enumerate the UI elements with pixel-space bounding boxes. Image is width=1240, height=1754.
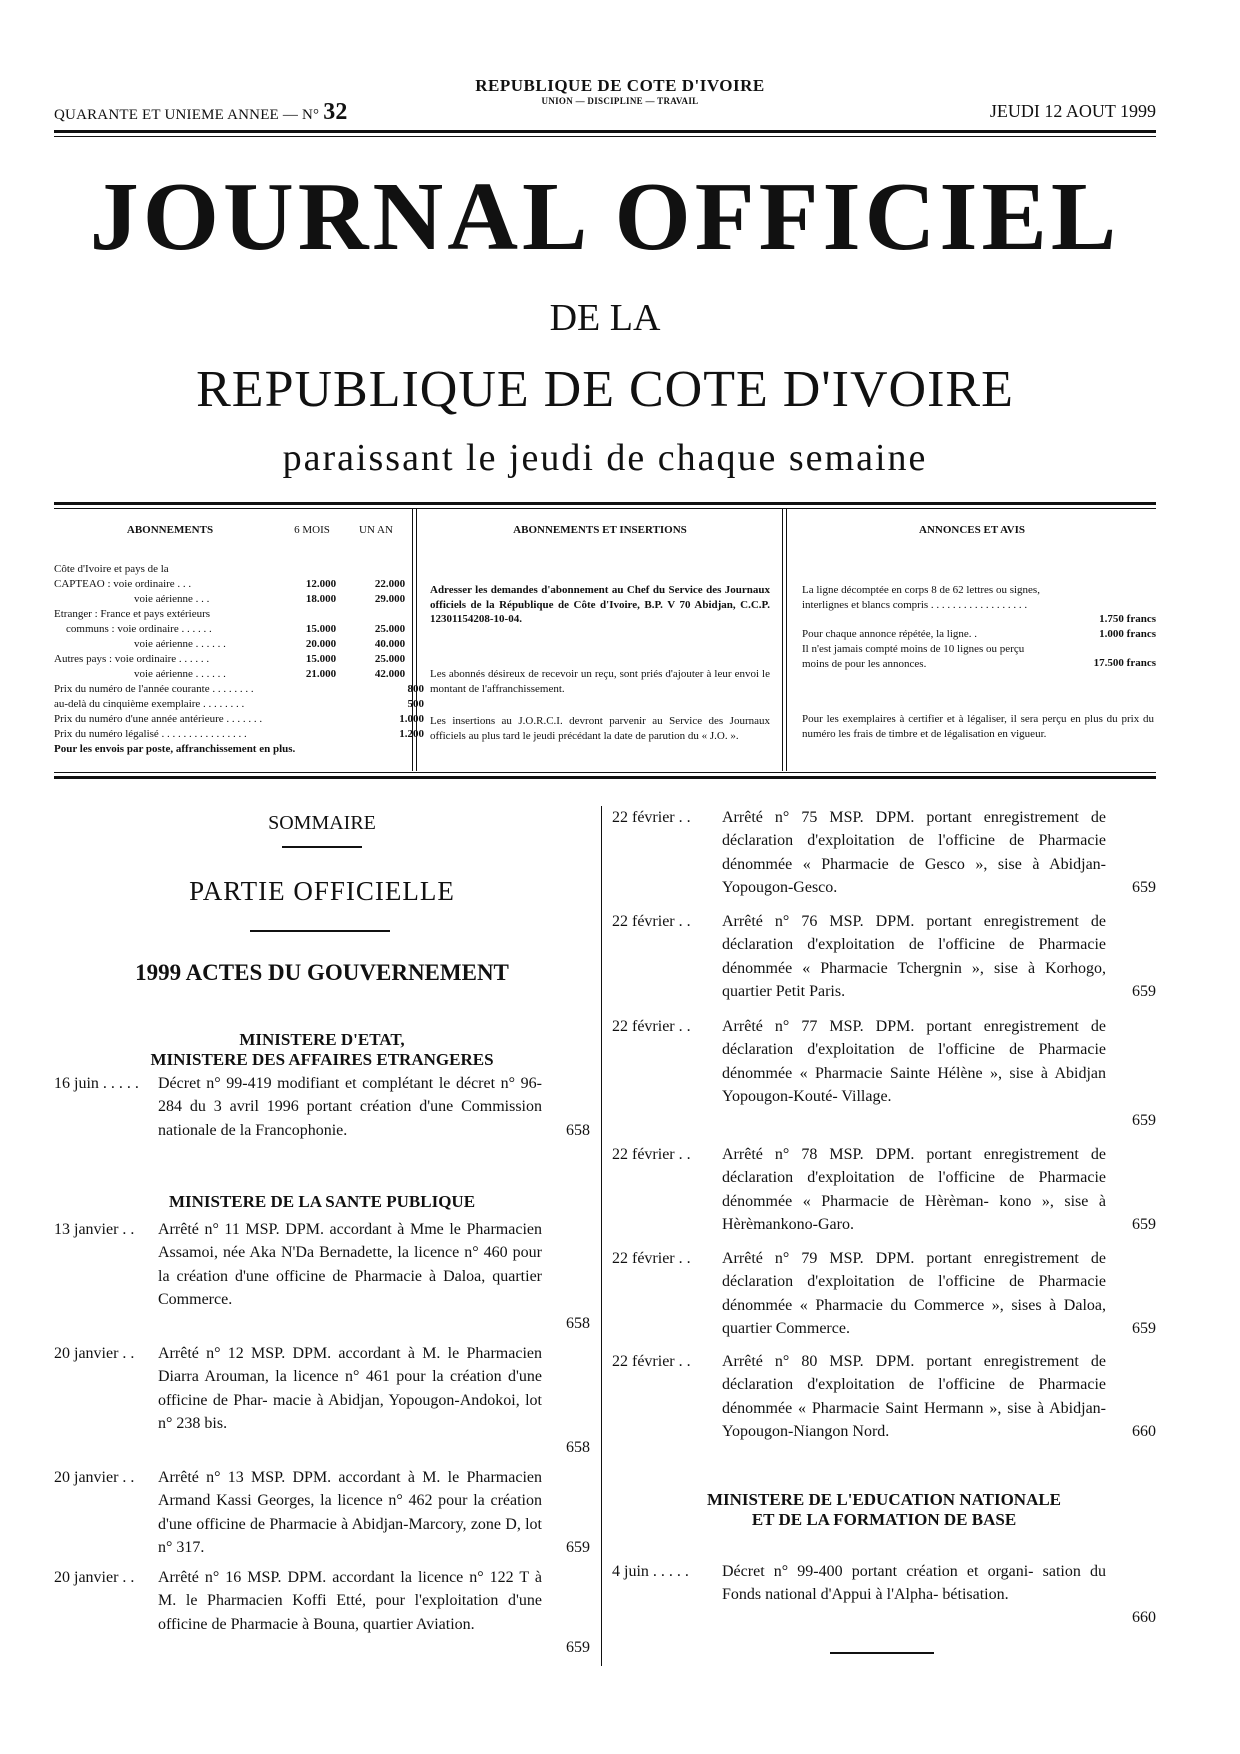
entry-page: 660: [1132, 1609, 1156, 1626]
masthead-tagline: paraissant le jeudi de chaque semaine: [282, 437, 928, 479]
tarif-row: voie aérienne . . . . . . 20.000 40.000: [134, 638, 406, 650]
annonces-minimum-label: Il n'est jamais compté moins de 10 lignes ou perçu moins de pour les annonces.: [802, 643, 1025, 670]
entry-date: 22 février . .: [612, 1250, 691, 1267]
annonces-heading: ANNONCES ET AVIS: [919, 524, 1025, 536]
entry-date: 13 janvier . .: [54, 1221, 135, 1238]
entry-date: 20 janvier . .: [54, 1569, 135, 1586]
entry-date: 22 février . .: [612, 1353, 691, 1370]
abonnements-heading: ABONNEMENTS: [126, 524, 214, 536]
annonces-legalisation-note: Pour les exemplaires à certifier et à légaliser, il sera perçu en plus du prix du numéro les frais de timbre et de légalisation en vigueur.: [802, 713, 1154, 740]
summary-entry: [612, 1143, 1156, 1239]
entry-text: Arrêté n° 13 MSP. DPM. accordant à M. le Pharmacien Armand Kassi Georges, la licence n° 462 pour la création d'une officine de Pharmacie à Abidjan-Marcory, zone D, lot n° 317.: [158, 1469, 542, 1557]
entry-text: Décret n° 99-400 portant création et organi- sation du Fonds national d'Appui à l'Alpha- bétisation.: [722, 1563, 1106, 1604]
entry-text: Arrêté n° 76 MSP. DPM. portant enregistrement de déclaration d'exploitation de l'officine de Pharmacie dénommée « Pharmacie Tchergnin », sise à Korhogo, quartier Petit Paris.: [722, 913, 1106, 1001]
entry-text: Arrêté n° 11 MSP. DPM. accordant à Mme le Pharmacien Assamoi, née Aka N'Da Bernadette, la licence n° 460 pour la création d'une officine de Pharmacie à Daloa, quartier Commerce.: [158, 1221, 542, 1309]
annonces-repeat-label: Pour chaque annonce répétée, la ligne. .: [802, 628, 978, 640]
entry-page: 659: [566, 1639, 590, 1656]
divider: [250, 930, 390, 932]
ministry-heading: MINISTERE D'ETAT, MINISTERE DES AFFAIRES ETRANGERES: [150, 1030, 494, 1069]
entry-date: 22 février . .: [612, 809, 691, 826]
tarif-row: communs : voie ordinaire . . . . . . 15.000 25.000: [66, 623, 406, 635]
entry-date: 20 janvier . .: [54, 1345, 135, 1362]
box-divider-2b: [786, 509, 787, 771]
box-bottom-rule-thick: [54, 776, 1156, 779]
entry-date: 22 février . .: [612, 913, 691, 930]
summary-entry: [612, 1247, 1156, 1343]
annonces-repeat-price: 1.000 francs: [1099, 628, 1156, 640]
entry-text: Arrêté n° 16 MSP. DPM. accordant la licence n° 122 T à M. le Pharmacien Koffi Etté, pour l'exploitation d'une officine de Pharmacie à Bouna, quartier Aviation.: [158, 1569, 542, 1633]
entry-date: 22 février . .: [612, 1146, 691, 1163]
box-top-rule-thin: [54, 508, 1156, 509]
divider: [282, 846, 362, 848]
entry-page: 660: [1132, 1423, 1156, 1440]
entry-date: 22 février . .: [612, 1018, 691, 1035]
entry-page: 659: [1132, 983, 1156, 1000]
entry-page: 659: [1132, 1320, 1156, 1337]
entry-page: 659: [566, 1539, 590, 1556]
insertions-deadline-note: Les insertions au J.O.R.C.I. devront parvenir au Service des Journaux officiels au plus tard le jeudi précédant la date de parution du « J.O. ».: [430, 715, 770, 742]
entry-text: Arrêté n° 78 MSP. DPM. portant enregistrement de déclaration d'exploitation de l'officine de Pharmacie dénommée « Pharmacie de Hèrèman- kono », sise à Hèrèmankono-Garo.: [722, 1146, 1106, 1234]
entry-text: Arrêté n° 79 MSP. DPM. portant enregistrement de déclaration d'exploitation de l'officine de Pharmacie dénommée « Pharmacie du Commerce », sises à Daloa, quartier Commerce.: [722, 1250, 1106, 1338]
entry-text: Arrêté n° 12 MSP. DPM. accordant à M. le Pharmacien Diarra Arouman, la licence n° 461 pour la création d'une officine de Phar- macie à Abidjan, Yopougon-Andokoi, lot n° 238 bis.: [158, 1345, 542, 1433]
tarif-row: CAPTEAO : voie ordinaire . . . 12.000 22.000: [54, 578, 406, 590]
tarif-row: Côte d'Ivoire et pays de la: [54, 563, 169, 575]
entry-text: Arrêté n° 77 MSP. DPM. portant enregistrement de déclaration d'exploitation de l'officine de Pharmacie dénommée « Pharmacie Sainte Hélène », sise à Abidjan Yopougon-Kouté- Village.: [722, 1018, 1106, 1106]
summary-entry: [54, 1342, 590, 1460]
entry-text: Arrêté n° 75 MSP. DPM. portant enregistrement de déclaration d'exploitation de l'officine de Pharmacie dénommée « Pharmacie de Gesco », sise à Abidjan-Yopougon-Gesco.: [722, 809, 1106, 897]
entry-page: 658: [566, 1439, 590, 1456]
masthead-republique: REPUBLIQUE DE COTE D'IVOIRE: [196, 361, 1014, 418]
summary-entry: [54, 1466, 590, 1562]
price-row: au-delà du cinquième exemplaire . . . . . . . . 500: [54, 698, 424, 710]
summary-entry: [54, 1072, 590, 1166]
price-row: Pour les envois par poste, affranchissement en plus.: [54, 743, 296, 755]
header-rule-thick: [54, 130, 1156, 133]
insertions-address: Adresser les demandes d'abonnement au Chef du Service des Journaux officiels de la République de Côte d'Ivoire, B.P. V 70 Abidjan, C.C.P. 12301154208-10-04.: [430, 584, 770, 626]
entry-date: 20 janvier . .: [54, 1469, 135, 1486]
ministry-heading: MINISTERE DE L'EDUCATION NATIONALE ET DE LA FORMATION DE BASE: [706, 1490, 1062, 1529]
masthead-de-la: DE LA: [549, 297, 661, 339]
annonces-line-price: 1.750 francs: [1099, 613, 1156, 625]
summary-entry: [612, 806, 1156, 902]
entry-page: 659: [1132, 1216, 1156, 1233]
ministry-heading: MINISTERE DE LA SANTE PUBLIQUE: [168, 1192, 476, 1211]
header-rule-thin: [54, 136, 1156, 137]
box-bottom-rule-thin: [54, 772, 1156, 773]
entry-date: 4 juin . . . . .: [612, 1563, 689, 1580]
box-top-rule-thick: [54, 502, 1156, 505]
summary-entry: [54, 1218, 590, 1336]
end-divider: [830, 1652, 934, 1654]
annonces-minimum-price: 17.500 francs: [1093, 657, 1156, 669]
price-row: Prix du numéro de l'année courante . . . . . . . . 800: [54, 683, 424, 695]
tarif-row: voie aérienne . . . . . . 21.000 42.000: [134, 668, 406, 680]
tarif-row: Autres pays : voie ordinaire . . . . . . 15.000 25.000: [54, 653, 406, 665]
entry-text: Décret n° 99-419 modifiant et complétant le décret n° 96-284 du 3 avril 1996 portant création d'une Commission nationale de la Francophonie.: [158, 1075, 542, 1139]
entry-page: 658: [566, 1122, 590, 1139]
header-country-block: [380, 76, 860, 106]
summary-entry: [612, 1560, 1156, 1632]
annonces-line-price-label: La ligne décomptée en corps 8 de 62 lettres ou signes, interlignes et blancs compris . . . . . . . . . . . . . . . . . .: [802, 584, 1040, 611]
entry-text: Arrêté n° 80 MSP. DPM. portant enregistrement de déclaration d'exploitation de l'officine de Pharmacie dénommée « Pharmacie Saint Hermann », sise à Abidjan-Yopougon-Niangon Nord.: [722, 1353, 1106, 1441]
entry-page: 659: [1132, 1112, 1156, 1129]
column-divider: [601, 806, 602, 1666]
abonnements-col-unan: UN AN: [359, 524, 393, 536]
summary-entry: [612, 910, 1156, 1006]
price-row: Prix du numéro d'une année antérieure . . . . . . . 1.000: [54, 713, 424, 725]
header-motto: UNION — DISCIPLINE — TRAVAIL: [541, 96, 699, 106]
issue-date: JEUDI 12 AOUT 1999: [989, 101, 1156, 121]
entry-page: 659: [1132, 879, 1156, 896]
abonnements-col-6mois: 6 MOIS: [294, 524, 330, 536]
box-divider-2a: [782, 509, 783, 771]
insertions-heading: ABONNEMENTS ET INSERTIONS: [513, 524, 687, 536]
entry-page: 658: [566, 1315, 590, 1332]
actes-heading: 1999 ACTES DU GOUVERNEMENT: [135, 960, 509, 985]
insertions-receipt-note: Les abonnés désireux de recevoir un reçu, sont priés d'ajouter à leur envoi le montant de l'affranchissement.: [430, 668, 770, 695]
sommaire-heading: SOMMAIRE: [268, 812, 376, 834]
header-country: REPUBLIQUE DE COTE D'IVOIRE: [475, 76, 765, 95]
edition-text: QUARANTE ET UNIEME ANNEE — N°: [54, 107, 320, 123]
summary-entry: [612, 1350, 1156, 1446]
price-row: Prix du numéro légalisé . . . . . . . . . . . . . . . . 1.200: [54, 728, 424, 740]
tarif-row: voie aérienne . . . 18.000 29.000: [134, 593, 406, 605]
journal-title: JOURNAL OFFICIEL: [89, 163, 1121, 271]
summary-entry: [54, 1566, 590, 1662]
partie-officielle-heading: PARTIE OFFICIELLE: [189, 876, 455, 906]
edition-label: [54, 99, 348, 126]
entry-date: 16 juin . . . . .: [54, 1075, 139, 1092]
issue-number: 32: [323, 99, 348, 125]
summary-entry: [612, 1015, 1156, 1135]
tarif-row: Etranger : France et pays extérieurs: [54, 608, 211, 620]
